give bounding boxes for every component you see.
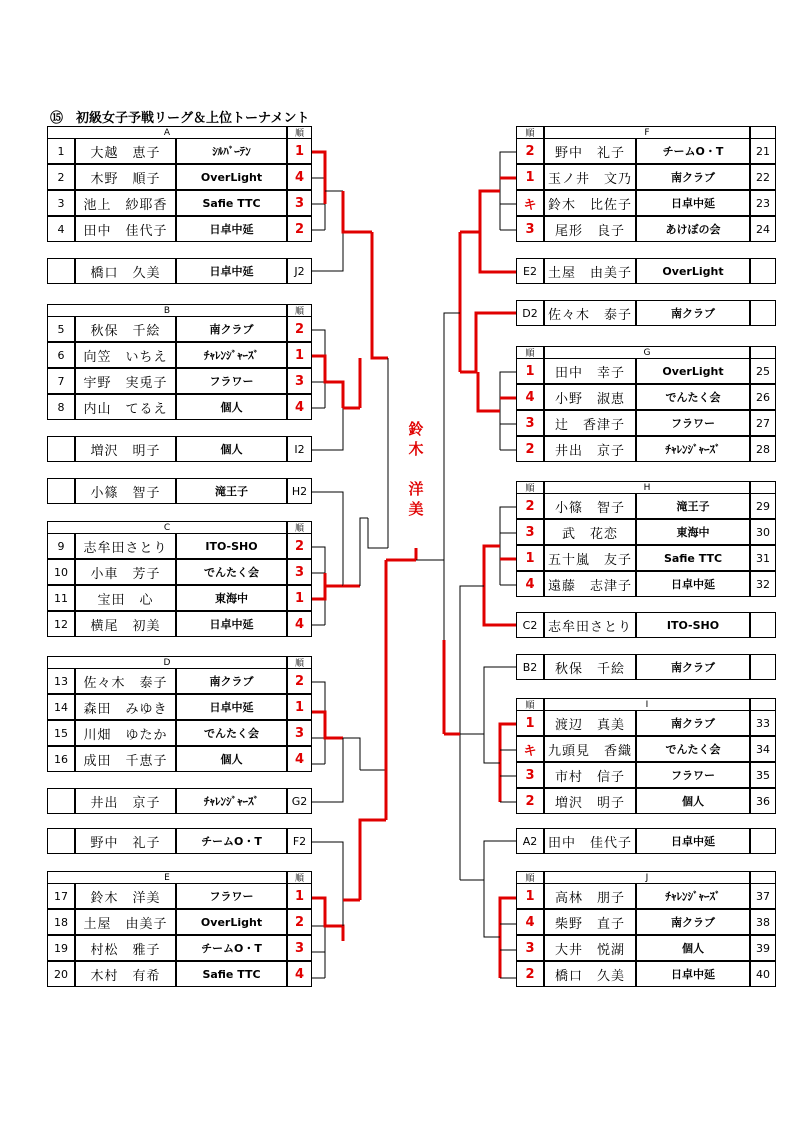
club-name: 南クラブ [636,909,750,935]
club-name: ITO-SHO [176,533,287,559]
entry-blank [47,436,75,462]
club-name: ｼﾙﾊﾞｰﾃﾝ [176,138,287,164]
group-header: G [544,346,750,359]
seed-code: B2 [516,654,544,680]
player-number: 7 [47,368,75,394]
entry-blank [47,478,75,504]
winner-bracket-line [360,820,386,900]
player-number: 24 [750,216,776,242]
player-name: 秋保 千絵 [544,654,636,680]
player-number: 35 [750,762,776,788]
club-name: Safie TTC [176,190,287,216]
winner-bracket-line [312,356,343,408]
bracket-line [312,492,343,586]
player-number: 6 [47,342,75,368]
club-name: 南クラブ [176,668,287,694]
player-number: 1 [47,138,75,164]
player-name: 武 花恋 [544,519,636,545]
winner-bracket-line [343,191,372,232]
player-name: 遠藤 志津子 [544,571,636,597]
seed-code: D2 [516,300,544,326]
champion-char: 洋 [408,480,424,498]
player-name: 渡辺 真美 [544,710,636,736]
league-rank: 3 [287,559,312,585]
player-name: 森田 みゆき [75,694,176,720]
player-number: 2 [47,164,75,190]
seed-code: G2 [287,788,312,814]
league-rank: 2 [516,788,544,814]
club-name: でんたく会 [176,720,287,746]
club-name: 日卓中延 [636,190,750,216]
champion-char: 美 [408,500,424,518]
rank-header: 順 [287,656,312,669]
player-number: 22 [750,164,776,190]
league-rank: 1 [516,164,544,190]
rank-header: 順 [287,126,312,139]
bracket-line [500,152,516,230]
league-rank: 2 [287,533,312,559]
club-name: 南クラブ [636,710,750,736]
entry-blank [47,788,75,814]
player-number: 27 [750,410,776,436]
player-name: 向笠 いちえ [75,342,176,368]
league-rank: 1 [516,883,544,909]
player-name: 増沢 明子 [544,788,636,814]
player-name: 柴野 直子 [544,909,636,935]
player-name: 村松 雅子 [75,935,176,961]
player-name: 辻 香津子 [544,410,636,436]
player-name: 内山 てるえ [75,394,176,420]
player-name: 九頭見 香織 [544,736,636,762]
bracket-line [360,518,368,586]
bracket-line [312,408,343,450]
player-number: 9 [47,533,75,559]
league-rank: 3 [287,720,312,746]
league-rank: 3 [287,935,312,961]
bracket-line [343,738,360,770]
player-name: 横尾 初美 [75,611,176,637]
player-name: 橋口 久美 [75,258,176,284]
player-number: 30 [750,519,776,545]
league-rank: 4 [516,571,544,597]
bracket-line [312,738,343,802]
group-header: D [47,656,287,669]
club-name: ﾁｬﾚﾝｼﾞｬｰｽﾞ [176,788,287,814]
group-header: I [544,698,750,711]
club-name: でんたく会 [636,736,750,762]
player-name: 尾形 良子 [544,216,636,242]
bracket-line [500,507,516,585]
entry-blank [750,258,776,284]
club-name: OverLight [176,164,287,190]
bracket-line [312,330,325,408]
player-name: 田中 幸子 [544,358,636,384]
league-rank: 3 [516,410,544,436]
league-rank: 1 [287,585,312,611]
league-rank: 2 [287,909,312,935]
player-number: 28 [750,436,776,462]
league-rank: 2 [516,138,544,164]
club-name: 滝王子 [176,478,287,504]
winner-bracket-line [500,724,516,802]
player-number: 20 [47,961,75,987]
player-name: 野中 礼子 [75,828,176,854]
rank-header: 順 [287,871,312,884]
player-number: 14 [47,694,75,720]
rank-header: 順 [516,871,544,884]
bracket-line [312,232,343,271]
player-number: 17 [47,883,75,909]
entry-blank [47,258,75,284]
club-name: チームO・T [176,935,287,961]
player-number: 19 [47,935,75,961]
player-name: 志牟田さとり [544,612,636,638]
player-name: 田中 佳代子 [75,216,176,242]
club-name: 個人 [176,436,287,462]
seed-code: J2 [287,258,312,284]
player-name: 井出 京子 [544,436,636,462]
player-number: 37 [750,883,776,909]
entry-blank [750,654,776,680]
club-name: 日卓中延 [176,611,287,637]
league-rank: 4 [287,394,312,420]
champion-char: 木 [408,440,424,458]
winner-bracket-line [372,232,388,358]
league-rank: 2 [287,216,312,242]
player-name: 井出 京子 [75,788,176,814]
bracket-line [312,926,325,978]
winner-bracket-line [480,191,516,272]
club-name: 日卓中延 [636,828,750,854]
player-name: 小篠 智子 [75,478,176,504]
club-name: 南クラブ [636,654,750,680]
player-name: 玉ノ井 文乃 [544,164,636,190]
league-rank: 2 [287,316,312,342]
club-name: チームO・T [636,138,750,164]
player-name: 小篠 智子 [544,493,636,519]
club-name: OverLight [636,258,750,284]
club-name: 日卓中延 [176,216,287,242]
club-name: フラワー [176,883,287,909]
winner-bracket-line [500,898,516,978]
group-header: A [47,126,287,139]
player-name: 橋口 久美 [544,961,636,987]
club-name: 東海中 [636,519,750,545]
player-number: 8 [47,394,75,420]
league-rank: 2 [287,668,312,694]
champion-char: 鈴 [408,420,424,438]
player-name: 小車 芳子 [75,559,176,585]
seed-code: C2 [516,612,544,638]
seed-code: A2 [516,828,544,854]
club-name: フラワー [636,762,750,788]
league-rank: 3 [516,519,544,545]
club-name: ﾁｬﾚﾝｼﾞｬｰｽﾞ [636,883,750,909]
league-rank: 1 [516,545,544,571]
seed-code: I2 [287,436,312,462]
league-rank: 3 [516,935,544,961]
winner-bracket-line [478,372,500,411]
player-name: 市村 信子 [544,762,636,788]
club-name: ﾁｬﾚﾝｼﾞｬｰｽﾞ [176,342,287,368]
league-rank: 4 [516,384,544,410]
champion-char [405,459,427,479]
player-number: 4 [47,216,75,242]
rank-header: 順 [287,304,312,317]
league-rank: 1 [287,883,312,909]
group-header: F [544,126,750,139]
bracket-line [444,313,460,560]
club-name: OverLight [176,909,287,935]
rank-header: 順 [516,698,544,711]
player-number: 23 [750,190,776,216]
player-name: 高林 朋子 [544,883,636,909]
club-name: 日卓中延 [176,258,287,284]
club-name: 滝王子 [636,493,750,519]
player-number: 39 [750,935,776,961]
winner-bracket-line [484,546,516,625]
player-number: 18 [47,909,75,935]
player-name: 木野 順子 [75,164,176,190]
player-number: 33 [750,710,776,736]
page-title: ⑮ 初級女子予戦リーグ＆上位トーナメント [50,111,310,126]
player-name: 木村 有希 [75,961,176,987]
club-name: フラワー [636,410,750,436]
player-name: 成田 千恵子 [75,746,176,772]
player-name: 池上 紗耶香 [75,190,176,216]
club-name: あけぼの会 [636,216,750,242]
bracket-line [460,734,500,880]
entry-blank [750,300,776,326]
bracket-line [484,667,516,734]
group-header: J [544,871,750,884]
league-rank: 4 [287,611,312,637]
player-number: 26 [750,384,776,410]
bracket-line [500,372,516,450]
player-number: 34 [750,736,776,762]
group-header: C [47,521,287,534]
league-rank: キ [516,736,544,762]
club-name: OverLight [636,358,750,384]
league-rank: 3 [287,368,312,394]
player-number: 13 [47,668,75,694]
player-name: 秋保 千絵 [75,316,176,342]
club-name: 日卓中延 [636,571,750,597]
player-name: 土屋 由美子 [75,909,176,935]
player-number: 38 [750,909,776,935]
bracket-line [368,518,388,548]
player-number: 10 [47,559,75,585]
player-name: 川畑 ゆたか [75,720,176,746]
club-name: 南クラブ [636,300,750,326]
club-name: Safie TTC [176,961,287,987]
player-name: 鈴木 洋美 [75,883,176,909]
player-number: 32 [750,571,776,597]
player-number: 5 [47,316,75,342]
player-number: 11 [47,585,75,611]
rank-header: 順 [516,346,544,359]
league-rank: 3 [516,762,544,788]
club-name: ﾁｬﾚﾝｼﾞｬｰｽﾞ [636,436,750,462]
player-name: 志牟田さとり [75,533,176,559]
player-name: 宇野 実兎子 [75,368,176,394]
bracket-line [312,842,343,926]
league-rank: 2 [516,961,544,987]
entry-blank [47,828,75,854]
player-number: 31 [750,545,776,571]
player-name: 大越 恵子 [75,138,176,164]
player-number: 36 [750,788,776,814]
bracket-line [312,547,325,625]
group-header: H [544,481,750,494]
entry-blank [750,612,776,638]
club-name: Safie TTC [636,545,750,571]
player-number: 15 [47,720,75,746]
club-name: 南クラブ [636,164,750,190]
bracket-line [484,841,516,880]
league-rank: 1 [287,694,312,720]
club-name: 個人 [636,935,750,961]
rank-header: 順 [516,481,544,494]
league-rank: 4 [287,164,312,190]
league-rank: 2 [516,493,544,519]
player-name: 鈴木 比佐子 [544,190,636,216]
league-rank: 2 [516,436,544,462]
winner-bracket-line [312,898,343,941]
winner-bracket-line [312,712,343,738]
player-number: 25 [750,358,776,384]
bracket-line [312,178,325,230]
group-header: B [47,304,287,317]
club-name: でんたく会 [636,384,750,410]
rank-header: 順 [516,126,544,139]
player-number: 21 [750,138,776,164]
entry-blank [750,828,776,854]
club-name: チームO・T [176,828,287,854]
player-number: 29 [750,493,776,519]
club-name: 南クラブ [176,316,287,342]
rank-header: 順 [287,521,312,534]
league-rank: 4 [287,746,312,772]
player-name: 宝田 心 [75,585,176,611]
league-rank: キ [516,190,544,216]
league-rank: 1 [287,342,312,368]
player-name: 佐々木 泰子 [75,668,176,694]
player-number: 16 [47,746,75,772]
player-name: 土屋 由美子 [544,258,636,284]
winner-bracket-line [312,152,325,204]
club-name: 日卓中延 [176,694,287,720]
league-rank: 4 [516,909,544,935]
champion-label [405,419,427,519]
club-name: 日卓中延 [636,961,750,987]
winner-bracket-line [460,313,516,372]
player-name: 野中 礼子 [544,138,636,164]
club-name: 個人 [176,746,287,772]
club-name: 東海中 [176,585,287,611]
seed-code: F2 [287,828,312,854]
player-number: 40 [750,961,776,987]
player-number: 12 [47,611,75,637]
league-rank: 1 [516,358,544,384]
player-name: 田中 佳代子 [544,828,636,854]
league-rank: 3 [287,190,312,216]
club-name: フラワー [176,368,287,394]
seed-code: E2 [516,258,544,284]
club-name: ITO-SHO [636,612,750,638]
winner-bracket-line [312,573,325,599]
league-rank: 3 [516,216,544,242]
league-rank: 1 [287,138,312,164]
player-name: 佐々木 泰子 [544,300,636,326]
player-name: 五十嵐 友子 [544,545,636,571]
player-number: 3 [47,190,75,216]
league-rank: 4 [287,961,312,987]
club-name: でんたく会 [176,559,287,585]
player-name: 大井 悦湖 [544,935,636,961]
group-header: E [47,871,287,884]
player-name: 小野 淑恵 [544,384,636,410]
bracket-line [460,586,484,734]
bracket-line [312,682,325,764]
league-rank: 1 [516,710,544,736]
player-name: 増沢 明子 [75,436,176,462]
bracket-line [460,880,500,937]
club-name: 個人 [636,788,750,814]
club-name: 個人 [176,394,287,420]
seed-code: H2 [287,478,312,504]
